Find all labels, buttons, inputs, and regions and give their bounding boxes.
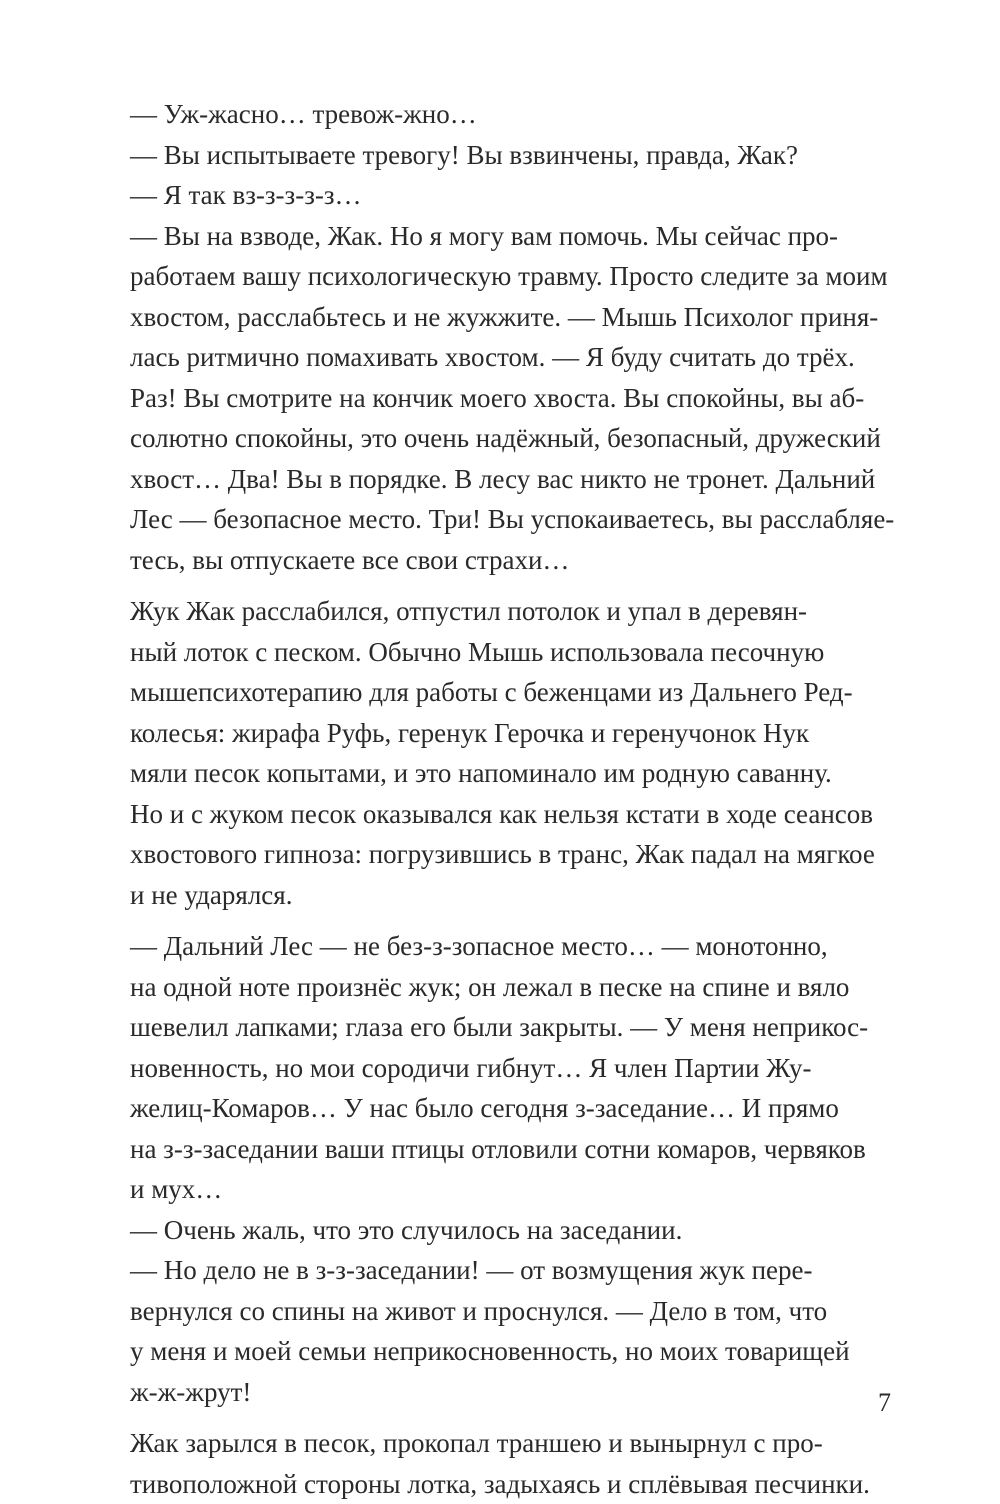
text-line: — Дальний Лес — не без-з-зопасное место… — монотонно, bbox=[127, 926, 895, 967]
paragraph bbox=[127, 216, 895, 581]
text-line: — Уж-жасно… тревож-жно… bbox=[127, 94, 895, 135]
text-line: лась ритмично помахивать хвостом. — Я буду считать до трёх. bbox=[127, 337, 895, 378]
text-line: Лес — безопасное место. Три! Вы успокаиваетесь, вы расслабляе- bbox=[127, 499, 895, 540]
text-line: новенность, но мои сородичи гибнут… Я член Партии Жу- bbox=[127, 1048, 895, 1089]
text-line: Жак зарылся в песок, прокопал траншею и вынырнул с про- bbox=[127, 1423, 895, 1464]
text-line: ный лоток с песком. Обычно Мышь использовала песочную bbox=[127, 632, 895, 673]
paragraph bbox=[127, 1423, 895, 1504]
text-line: Но и с жуком песок оказывался как нельзя кстати в ходе сеансов bbox=[127, 794, 895, 835]
text-line: — Я так вз-з-з-з-з… bbox=[127, 175, 895, 216]
text-line: и мух… bbox=[127, 1169, 895, 1210]
paragraph bbox=[127, 1250, 895, 1412]
text-line: хвостом, расслабьтесь и не жужжите. — Мышь Психолог приня- bbox=[127, 297, 895, 338]
text-line: Раз! Вы смотрите на кончик моего хвоста. Вы спокойны, вы аб- bbox=[127, 378, 895, 419]
text-line: мяли песок копытами, и это напоминало им родную саванну. bbox=[127, 753, 895, 794]
text-line: на з-з-заседании ваши птицы отловили сотни комаров, червяков bbox=[127, 1129, 895, 1170]
text-line: тесь, вы отпускаете все свои страхи… bbox=[127, 540, 895, 581]
text-line: — Очень жаль, что это случилось на заседании. bbox=[127, 1210, 895, 1251]
text-line: шевелил лапками; глаза его были закрыты. — У меня неприкос- bbox=[127, 1007, 895, 1048]
text-line: тивоположной стороны лотка, задыхаясь и сплёвывая песчинки. bbox=[127, 1464, 895, 1504]
paragraph bbox=[127, 926, 895, 1210]
text-line: на одной ноте произнёс жук; он лежал в песке на спине и вяло bbox=[127, 967, 895, 1008]
paragraph bbox=[127, 135, 895, 176]
text-line: Жук Жак расслабился, отпустил потолок и упал в деревян- bbox=[127, 591, 895, 632]
paragraph bbox=[127, 591, 895, 915]
text-line: — Вы на взводе, Жак. Но я могу вам помочь. Мы сейчас про- bbox=[127, 216, 895, 257]
text-line: солютно спокойны, это очень надёжный, безопасный, дружеский bbox=[127, 418, 895, 459]
text-line: — Вы испытываете тревогу! Вы взвинчены, правда, Жак? bbox=[127, 135, 895, 176]
paragraph bbox=[127, 1210, 895, 1251]
page-number: 7 bbox=[878, 1388, 891, 1418]
text-line: желиц-Комаров… У нас было сегодня з-заседание… И прямо bbox=[127, 1088, 895, 1129]
text-line: вернулся со спины на живот и проснулся. — Дело в том, что bbox=[127, 1291, 895, 1332]
text-line: работаем вашу психологическую травму. Просто следите за моим bbox=[127, 256, 895, 297]
paragraph bbox=[127, 94, 895, 135]
text-line: — Но дело не в з-з-заседании! — от возмущения жук пере- bbox=[127, 1250, 895, 1291]
text-line: мышепсихотерапию для работы с беженцами из Дальнего Ред- bbox=[127, 672, 895, 713]
text-line: и не ударялся. bbox=[127, 875, 895, 916]
text-line: колесья: жирафа Руфь, геренук Герочка и геренучонок Нук bbox=[127, 713, 895, 754]
paragraph bbox=[127, 175, 895, 216]
text-line: ж-ж-жрут! bbox=[127, 1372, 895, 1413]
page-text bbox=[127, 94, 895, 1504]
text-line: хвост… Два! Вы в порядке. В лесу вас никто не тронет. Дальний bbox=[127, 459, 895, 500]
text-line: у меня и моей семьи неприкосновенность, но моих товарищей bbox=[127, 1331, 895, 1372]
text-line: хвостового гипноза: погрузившись в транс, Жак падал на мягкое bbox=[127, 834, 895, 875]
